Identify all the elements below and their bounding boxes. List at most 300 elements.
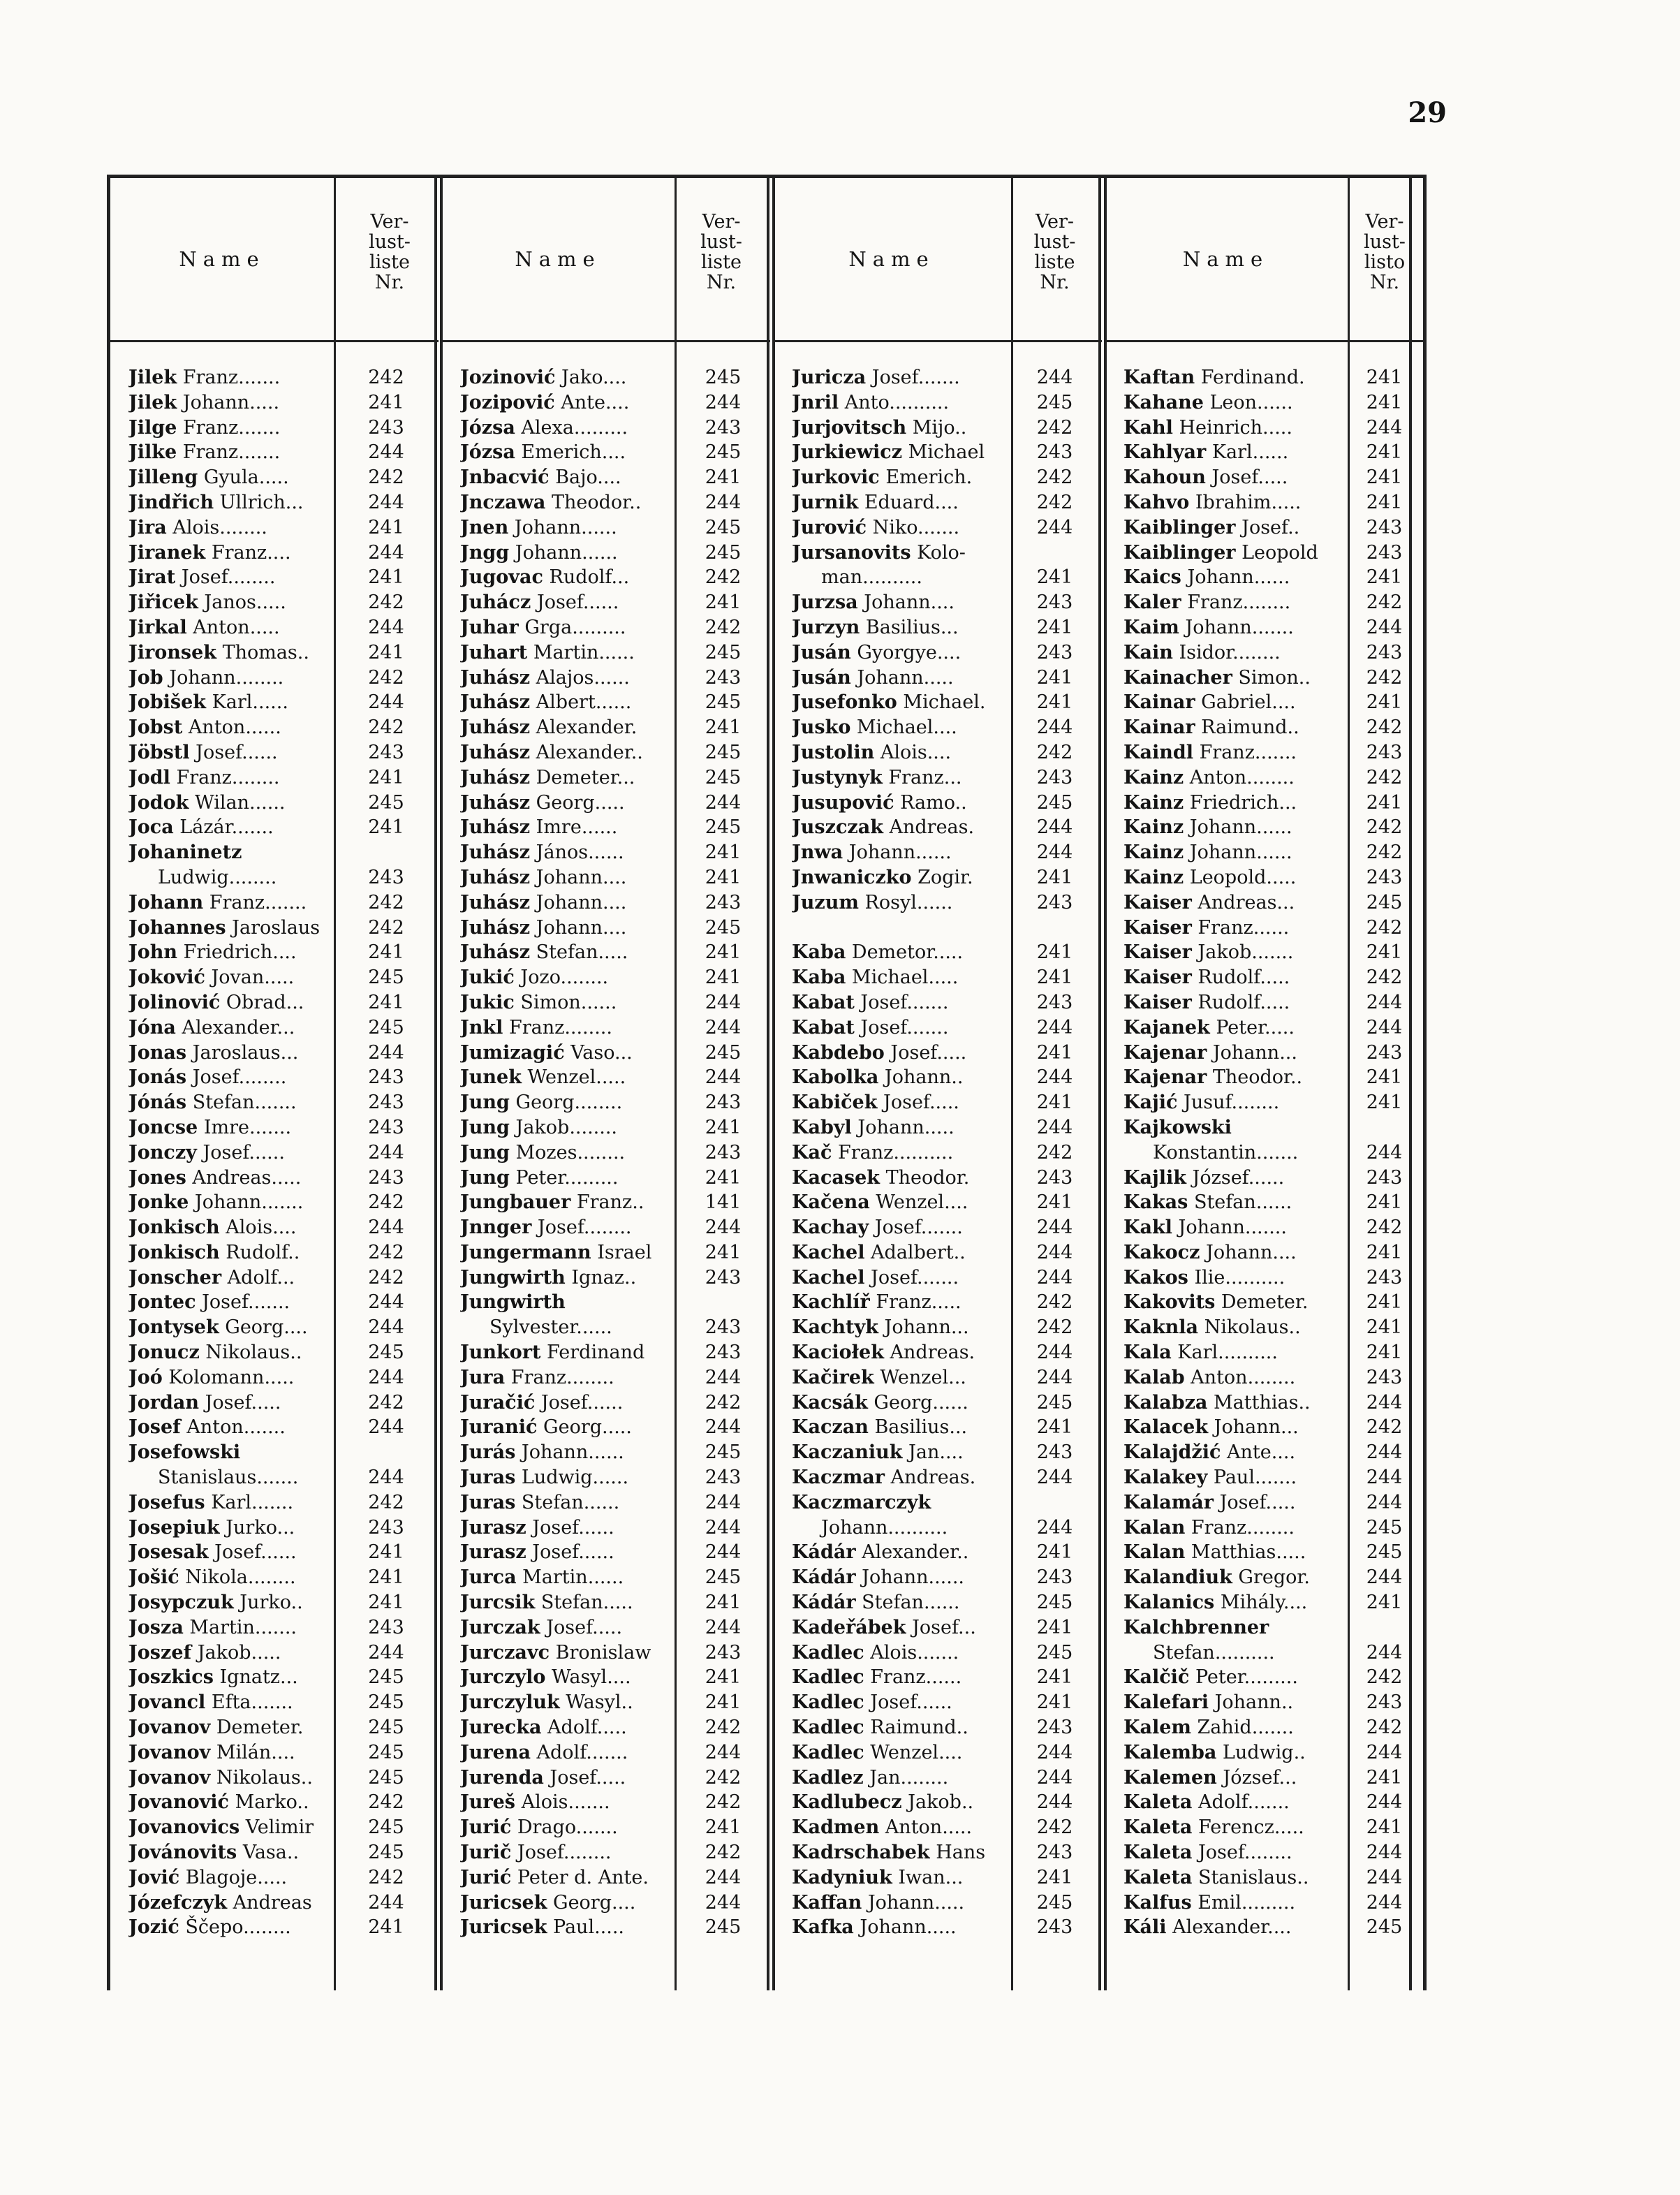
list-item	[774, 640, 1102, 666]
verlustliste-number: 245	[368, 1342, 404, 1364]
list-item	[774, 1440, 1102, 1465]
surname: Josypczuk	[128, 1592, 234, 1614]
entry-name	[128, 1815, 332, 1840]
column-header	[1105, 178, 1423, 342]
list-item	[110, 740, 439, 765]
entry-name	[460, 1190, 677, 1215]
verlustliste-number: 242	[368, 1241, 404, 1263]
given-name: Adolf	[530, 1741, 587, 1763]
given-name: Johann	[1207, 1041, 1280, 1064]
surname: Juhász	[460, 717, 531, 739]
list-item	[442, 1215, 770, 1240]
verlustliste-number: 241	[705, 1166, 742, 1189]
register-table	[107, 175, 1427, 1990]
entry-name	[128, 1190, 332, 1215]
list-item	[774, 1041, 1102, 1066]
given-name: Johann	[1172, 1217, 1245, 1239]
given-name: Imre	[530, 816, 582, 839]
entry-name	[460, 690, 677, 715]
list-item	[110, 1090, 439, 1115]
list-item	[110, 840, 439, 865]
list-item	[774, 1690, 1102, 1715]
given-name: Jovan	[205, 967, 265, 989]
surname: Kalab	[1123, 1366, 1185, 1388]
verlustliste-number: 243	[705, 416, 742, 439]
leader-dots: ....	[939, 1441, 964, 1464]
verlustliste-number: 242	[705, 1717, 742, 1739]
list-item	[1105, 1765, 1423, 1791]
leader-dots: .......	[906, 1016, 949, 1038]
leader-dots: .	[963, 1166, 970, 1189]
given-name: Peter	[509, 1166, 565, 1189]
list-item	[774, 1090, 1102, 1115]
verlustliste-number: 243	[368, 416, 404, 439]
surname: Kaiser	[1123, 891, 1192, 913]
surname: Kačirek	[792, 1366, 874, 1388]
given-name: Andreas	[885, 1467, 970, 1489]
list-item	[1105, 1166, 1423, 1191]
surname: Kalemba	[1123, 1741, 1217, 1763]
verlustliste-number: 244	[368, 441, 404, 464]
leader-dots: .......	[586, 1741, 628, 1763]
verlustliste-number: 242	[368, 666, 404, 689]
entry-name	[128, 565, 332, 590]
entry-name	[792, 1041, 1015, 1066]
list-item	[774, 1190, 1102, 1215]
verlustliste-number: 244	[1366, 1141, 1403, 1163]
verlustliste-number: 242	[1036, 1291, 1073, 1314]
surname: Jung	[460, 1092, 510, 1114]
list-item	[442, 416, 770, 441]
entry-name	[1123, 515, 1354, 541]
verlustliste-number: 241	[705, 866, 742, 888]
leader-dots: .....	[1260, 967, 1290, 989]
surname: Jnwaniczko	[792, 866, 912, 888]
list-item	[442, 890, 770, 916]
entry-name	[792, 1840, 1015, 1865]
leader-dots: ......	[1255, 1191, 1292, 1214]
leader-dots: ....	[603, 367, 627, 388]
surname: Josefus	[128, 1491, 205, 1513]
verlustliste-number: 244	[1036, 367, 1073, 388]
given-name: Vasa	[237, 1842, 287, 1864]
verlustliste-number: 244	[1036, 842, 1073, 864]
surname: Kainz	[1123, 816, 1184, 839]
list-item	[442, 1440, 770, 1465]
given-name: Leon	[1203, 391, 1258, 413]
surname: Jovanov	[128, 1717, 211, 1739]
given-name: Niko	[867, 516, 918, 538]
leader-dots: ......	[595, 691, 632, 714]
surname: Jung	[460, 1141, 510, 1163]
leader-dots: .......	[1251, 941, 1294, 964]
leader-dots: .......	[238, 441, 281, 464]
verlustliste-number: 241	[705, 1816, 742, 1839]
verlustliste-number: 243	[368, 741, 404, 763]
entry-name	[1123, 1915, 1354, 1940]
surname: Kainar	[1123, 691, 1195, 714]
leader-dots: .	[966, 467, 973, 489]
surname: Jusefonko	[792, 691, 897, 714]
entry-name	[1123, 1891, 1354, 1916]
given-name: Theodor	[1207, 1066, 1290, 1089]
surname: Jiranek	[128, 541, 206, 564]
entry-name	[128, 1515, 332, 1541]
verlustliste-number: 245	[705, 1041, 742, 1064]
surname: Kabyl	[792, 1116, 852, 1138]
surname: Jirkal	[128, 616, 187, 638]
list-item	[774, 1665, 1102, 1690]
leader-dots: ...	[943, 766, 962, 788]
entry-name	[460, 840, 677, 865]
verlustliste-number: 243	[368, 1092, 404, 1114]
given-name: Leopold	[1184, 866, 1267, 888]
given-name: Stefan	[1153, 1641, 1215, 1664]
given-name: Thomas	[216, 641, 297, 663]
surname: Jurzyn	[792, 616, 860, 638]
leader-dots: .......	[238, 416, 281, 439]
verlustliste-number: 241	[705, 842, 742, 864]
leader-dots: .	[642, 1866, 649, 1888]
list-item	[110, 416, 439, 441]
entry-name	[1123, 916, 1354, 941]
surname: Kakovits	[1123, 1291, 1216, 1314]
list-item	[442, 1840, 770, 1865]
entry-name	[460, 1740, 677, 1765]
list-item	[1105, 1190, 1423, 1215]
leader-dots: ......	[578, 1541, 614, 1564]
entry-name	[460, 1290, 677, 1315]
list-item	[1105, 965, 1423, 990]
leader-dots: ........	[1232, 641, 1281, 663]
surname: Jordan	[128, 1391, 200, 1414]
surname: Kajić	[1123, 1092, 1178, 1114]
list-item	[110, 1240, 439, 1265]
list-item	[442, 1240, 770, 1265]
entry-name	[792, 1115, 1015, 1140]
given-name: Theodor	[545, 491, 630, 513]
given-name: Basilius	[860, 616, 941, 638]
entry-name	[128, 1015, 332, 1041]
leader-dots: ..	[1297, 1866, 1309, 1888]
verlustliste-number: 243	[1366, 641, 1403, 663]
list-item	[1105, 541, 1423, 566]
leader-dots: .....	[251, 1641, 281, 1664]
entry-name	[1123, 740, 1354, 765]
given-name: Bajo	[549, 467, 598, 489]
given-name: Josef	[199, 1391, 251, 1414]
leader-dots: ..	[297, 641, 309, 663]
verlustliste-number: 245	[368, 967, 404, 989]
verlustliste-number: 244	[705, 791, 742, 814]
entry-name	[128, 1090, 332, 1115]
list-item	[1105, 916, 1423, 941]
leader-dots: ..........	[862, 566, 922, 589]
list-item	[774, 1865, 1102, 1891]
list-item	[1105, 1415, 1423, 1440]
leader-dots: ......	[923, 1592, 960, 1614]
column-rule	[1011, 178, 1013, 1990]
verlustliste-number: 241	[1366, 467, 1403, 489]
verlustliste-number: 244	[1366, 1842, 1403, 1864]
given-name: Demeter	[210, 1717, 297, 1739]
leader-dots: ........	[231, 766, 280, 788]
entry-name	[1123, 1166, 1354, 1191]
list-item	[110, 590, 439, 615]
surname: Jilleng	[128, 467, 198, 489]
list-item	[110, 565, 439, 590]
leader-dots: .....	[1271, 491, 1302, 513]
leader-dots: .....	[271, 1166, 302, 1189]
list-item	[1105, 1915, 1423, 1940]
given-name: Josef	[189, 741, 242, 763]
list-item	[774, 1815, 1102, 1840]
list-item	[442, 541, 770, 566]
verlustliste-number: 243	[705, 891, 742, 913]
surname: Jurović	[792, 516, 867, 538]
surname: Kalandiuk	[1123, 1566, 1232, 1589]
verlustliste-number: 243	[368, 866, 404, 888]
verlustliste-number: 243	[1036, 641, 1073, 663]
given-name: Hans	[929, 1842, 986, 1864]
given-name: Alois	[864, 1641, 918, 1664]
surname: Jirat	[128, 566, 176, 589]
entry-name	[128, 1215, 332, 1240]
list-item	[1105, 740, 1423, 765]
surname: Jovánovits	[128, 1842, 237, 1864]
entry-name	[128, 1765, 332, 1791]
entry-name	[792, 1740, 1015, 1765]
verlustliste-number: 244	[1036, 1741, 1073, 1763]
entry-name	[1123, 1140, 1383, 1166]
list-item	[774, 1315, 1102, 1340]
given-name: Johann	[1184, 816, 1257, 839]
list-item	[1105, 590, 1423, 615]
surname: Jindřich	[128, 491, 214, 513]
surname: Jurasz	[460, 1516, 526, 1539]
list-item	[442, 640, 770, 666]
list-item	[1105, 890, 1423, 916]
verlustliste-number: 243	[1366, 741, 1403, 763]
list-item	[1105, 1865, 1423, 1891]
verlustliste-number: 244	[1366, 416, 1403, 439]
list-item	[110, 1166, 439, 1191]
given-name: Peter	[1189, 1666, 1244, 1689]
surname: Juricsek	[460, 1891, 547, 1914]
surname: Kabat	[792, 991, 855, 1013]
given-name: Alois	[874, 741, 927, 763]
given-name: Basilius	[868, 1416, 950, 1439]
leader-dots: .....	[1266, 866, 1297, 888]
verlustliste-number: 241	[1366, 1342, 1403, 1364]
verlustliste-number: 242	[368, 1866, 404, 1888]
list-item	[774, 390, 1102, 416]
surname: Jurás	[460, 1441, 516, 1464]
list-item	[110, 990, 439, 1015]
leader-dots: ........	[1244, 1842, 1292, 1864]
given-name: Franz	[570, 1191, 633, 1214]
entry-name	[128, 1715, 332, 1740]
column-divider	[772, 178, 775, 1990]
surname: Kalakey	[1123, 1467, 1208, 1489]
list-item	[110, 1690, 439, 1715]
verlustliste-number: 244	[1366, 1566, 1403, 1589]
leader-dots: .........	[564, 1166, 619, 1189]
list-item	[1105, 490, 1423, 515]
list-item	[442, 565, 770, 590]
verlustliste-number: 245	[368, 1842, 404, 1864]
given-name: Konstantin	[1153, 1141, 1257, 1163]
verlustliste-number: 244	[368, 1291, 404, 1314]
leader-dots: ......	[1253, 566, 1290, 589]
list-item	[110, 1765, 439, 1791]
header-name: Name	[848, 247, 935, 271]
verlustliste-number: 241	[1366, 1766, 1403, 1789]
surname: Jilek	[128, 367, 177, 388]
surname: Jonscher	[128, 1266, 222, 1289]
given-name: Ibrahim	[1189, 491, 1272, 513]
leader-dots: .......	[918, 367, 960, 388]
given-name: Georg	[547, 1891, 612, 1914]
leader-dots: ......	[580, 991, 617, 1013]
surname: Jironsek	[128, 641, 216, 663]
leader-dots: .......	[1251, 616, 1294, 638]
verlustliste-number: 241	[1366, 441, 1403, 464]
list-item	[442, 1891, 770, 1916]
given-name: Franz	[1191, 916, 1253, 939]
list-item	[110, 1891, 439, 1916]
list-item	[442, 840, 770, 865]
surname: Káli	[1123, 1916, 1167, 1939]
verlustliste-number: 242	[1036, 1141, 1073, 1163]
surname: Juranić	[460, 1416, 538, 1439]
list-item	[774, 890, 1102, 916]
column-header	[442, 178, 770, 342]
given-name: Josef	[196, 1141, 249, 1163]
surname: Kalacek	[1123, 1416, 1209, 1439]
surname: Justynyk	[792, 766, 883, 788]
leader-dots: ..	[1288, 1316, 1301, 1339]
verlustliste-number: 244	[1036, 1791, 1073, 1814]
list-item	[1105, 1740, 1423, 1765]
verlustliste-number: 245	[705, 691, 742, 714]
leader-dots: ..........	[1225, 1266, 1285, 1289]
leader-dots: ...	[940, 616, 959, 638]
verlustliste-number: 245	[1366, 891, 1403, 913]
verlustliste-number: 245	[705, 541, 742, 564]
surname: Johannes	[128, 916, 226, 939]
verlustliste-number: 244	[705, 1866, 742, 1888]
entry-name	[1123, 1640, 1383, 1666]
surname: Kaim	[1123, 616, 1179, 638]
entry-name	[460, 590, 677, 615]
entry-name	[792, 1390, 1015, 1416]
surname: Juzum	[792, 891, 859, 913]
verlustliste-number: 243	[705, 1316, 742, 1339]
surname: Joković	[128, 967, 205, 989]
surname: Junkort	[460, 1342, 541, 1364]
verlustliste-number: 244	[705, 991, 742, 1013]
list-item	[1105, 1590, 1423, 1615]
surname: Kalamár	[1123, 1491, 1214, 1513]
given-name: Franz	[882, 766, 944, 788]
entry-name	[460, 1265, 677, 1291]
leader-dots: ....	[1283, 1592, 1308, 1614]
entry-name	[792, 565, 1045, 590]
entry-name	[460, 666, 677, 691]
leader-dots: ........	[238, 1066, 287, 1089]
leader-dots: .......	[1251, 1717, 1294, 1739]
leader-dots: .....	[1260, 991, 1290, 1013]
surname: Juras	[460, 1491, 516, 1513]
surname: Jusko	[792, 717, 851, 739]
list-item	[774, 1915, 1102, 1940]
entry-name	[792, 1215, 1015, 1240]
entry-name	[1123, 390, 1354, 416]
entry-name	[128, 1365, 332, 1390]
given-name: Franz	[205, 541, 267, 564]
leader-dots: .	[1304, 1566, 1310, 1589]
surname: Jöbstl	[128, 741, 190, 763]
given-name: Franz	[503, 1016, 565, 1038]
verlustliste-number: 241	[1366, 1066, 1403, 1089]
verlustliste-number: 241	[368, 1916, 404, 1939]
entry-name	[460, 990, 677, 1015]
surname: Joncse	[128, 1116, 198, 1138]
list-item	[442, 1715, 770, 1740]
list-item	[774, 765, 1102, 791]
surname: Jodl	[128, 766, 170, 788]
given-name: Wenzel	[864, 1741, 939, 1763]
verlustliste-number: 242	[368, 367, 404, 388]
given-name: Johann	[530, 866, 603, 888]
surname: Jones	[128, 1166, 186, 1189]
surname: Jurcsik	[460, 1592, 536, 1614]
verlustliste-number: 242	[368, 891, 404, 913]
surname: Joó	[128, 1366, 163, 1388]
entry-name	[128, 1891, 332, 1916]
leader-dots: .	[968, 816, 975, 839]
list-item	[110, 1515, 439, 1541]
surname: Juricsek	[460, 1916, 547, 1939]
verlustliste-number: 241	[705, 1666, 742, 1689]
entry-name	[792, 1440, 1015, 1465]
list-item	[110, 940, 439, 965]
verlustliste-number: 244	[368, 1641, 404, 1664]
leader-dots: ....	[607, 1666, 631, 1689]
column-divider	[1104, 178, 1107, 1990]
list-item	[774, 1715, 1102, 1740]
given-name: Adalbert	[864, 1241, 954, 1263]
list-item	[110, 1715, 439, 1740]
list-item	[110, 1365, 439, 1390]
list-item	[774, 815, 1102, 840]
leader-dots: .......	[568, 1791, 610, 1814]
entry-name	[792, 791, 1015, 816]
verlustliste-number: 244	[1366, 1441, 1403, 1464]
list-item	[774, 740, 1102, 765]
verlustliste-number: 242	[705, 1842, 742, 1864]
leader-dots: .......	[256, 1467, 299, 1489]
verlustliste-number: 244	[1036, 1241, 1073, 1263]
surname: Jontysek	[128, 1316, 219, 1339]
entry-name	[1123, 1315, 1354, 1340]
leader-dots: ....	[605, 391, 630, 413]
surname: Joszkics	[128, 1666, 214, 1689]
entry-name	[460, 1166, 677, 1191]
entry-name	[792, 490, 1015, 515]
verlustliste-number: 242	[1366, 967, 1403, 989]
